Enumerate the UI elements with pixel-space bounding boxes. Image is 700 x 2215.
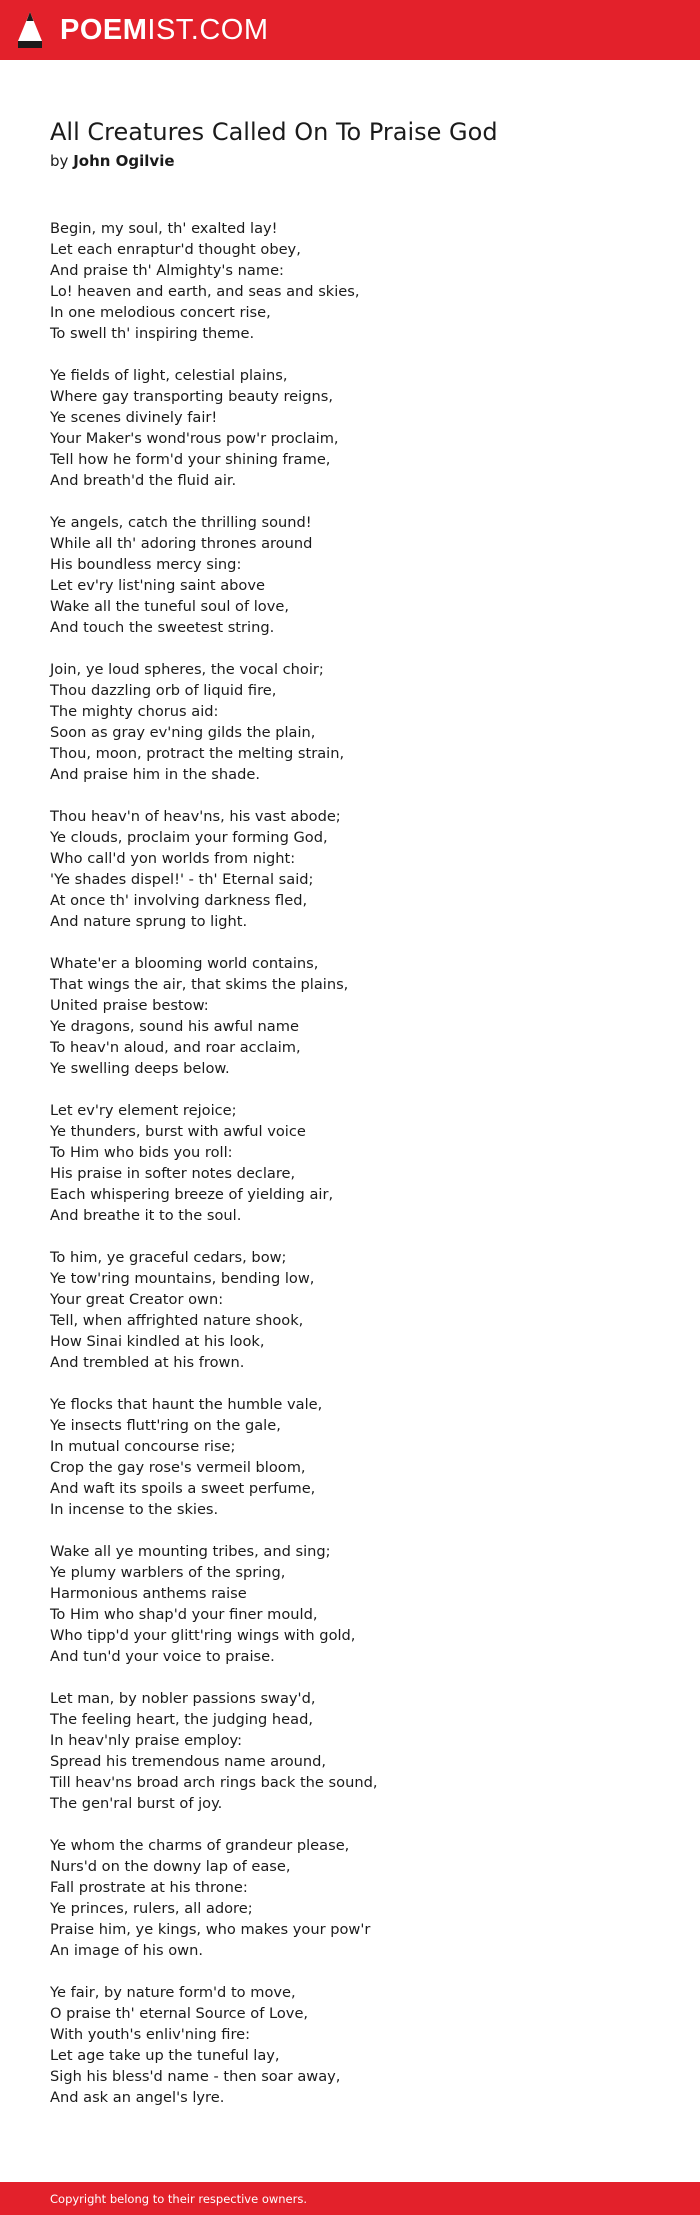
poem-line: While all th' adoring thrones around [50, 535, 313, 552]
stanza [50, 365, 650, 491]
poem-line: Ye dragons, sound his awful name [50, 1018, 299, 1035]
pencil-tip-icon[interactable] [16, 11, 44, 49]
poem-line: And breathe it to the soul. [50, 1207, 242, 1224]
poem-line: And trembled at his frown. [50, 1354, 245, 1371]
poem-line: An image of his own. [50, 1942, 203, 1959]
poem-line: And tun'd your voice to praise. [50, 1648, 275, 1665]
site-header [0, 0, 700, 60]
poem-content [50, 117, 650, 2129]
poem-line: Let ev'ry list'ning saint above [50, 577, 265, 594]
poem-line: His praise in softer notes declare, [50, 1165, 296, 1182]
poem-line: To him, ye graceful cedars, bow; [50, 1249, 287, 1266]
poem-line: Crop the gay rose's vermeil bloom, [50, 1459, 306, 1476]
poem-line: To Him who shap'd your finer mould, [50, 1606, 318, 1623]
poem-line: Let each enraptur'd thought obey, [50, 241, 301, 258]
poem-line: The feeling heart, the judging head, [50, 1711, 314, 1728]
by-label: by [50, 152, 69, 170]
poem-line: Ye fair, by nature form'd to move, [50, 1984, 296, 2001]
poem-line: To Him who bids you roll: [50, 1144, 233, 1161]
poem-line: Lo! heaven and earth, and seas and skies, [50, 283, 360, 300]
poem-line: And breath'd the fluid air. [50, 472, 237, 489]
poem-line: Let age take up the tuneful lay, [50, 2047, 280, 2064]
logo-bold-text: POEM [60, 13, 148, 46]
poem-line: Whate'er a blooming world contains, [50, 955, 319, 972]
poem-line: Soon as gray ev'ning gilds the plain, [50, 724, 316, 741]
poem-line: Ye swelling deeps below. [50, 1060, 230, 1077]
poem-line: Thou heav'n of heav'ns, his vast abode; [50, 808, 341, 825]
stanza [50, 512, 650, 638]
poem-line: Sigh his bless'd name - then soar away, [50, 2068, 341, 2085]
poem-line: And touch the sweetest string. [50, 619, 275, 636]
site-logo[interactable] [60, 13, 269, 46]
byline [50, 151, 650, 171]
stanza [50, 659, 650, 785]
poem-line: Ye thunders, burst with awful voice [50, 1123, 306, 1140]
poem-line: And waft its spoils a sweet perfume, [50, 1480, 316, 1497]
poem-line: Ye angels, catch the thrilling sound! [50, 514, 312, 531]
poem-line: To swell th' inspiring theme. [50, 325, 255, 342]
poem-body [50, 218, 650, 2108]
poem-line: In heav'nly praise employ: [50, 1732, 243, 1749]
poem-line: And ask an angel's lyre. [50, 2089, 225, 2106]
poem-line: Fall prostrate at his throne: [50, 1879, 248, 1896]
poem-line: And praise th' Almighty's name: [50, 262, 284, 279]
stanza [50, 1247, 650, 1373]
poem-line: Ye flocks that haunt the humble vale, [50, 1396, 323, 1413]
poem-line: Tell, when affrighted nature shook, [50, 1312, 304, 1329]
stanza [50, 1541, 650, 1667]
poem-line: Your great Creator own: [50, 1291, 224, 1308]
site-footer [0, 2182, 700, 2215]
poem-line: Thou, moon, protract the melting strain, [50, 745, 345, 762]
poem-line: That wings the air, that skims the plains, [50, 976, 349, 993]
poem-line: At once th' involving darkness fled, [50, 892, 308, 909]
poem-line: In one melodious concert rise, [50, 304, 271, 321]
poem-line: Ye insects flutt'ring on the gale, [50, 1417, 281, 1434]
poem-line: Ye plumy warblers of the spring, [50, 1564, 286, 1581]
poem-line: Let ev'ry element rejoice; [50, 1102, 237, 1119]
stanza [50, 1394, 650, 1520]
author-name: John Ogilvie [73, 152, 175, 170]
poem-line: Thou dazzling orb of liquid fire, [50, 682, 277, 699]
poem-line: The mighty chorus aid: [50, 703, 219, 720]
poem-line: To heav'n aloud, and roar acclaim, [50, 1039, 301, 1056]
stanza [50, 953, 650, 1079]
poem-line: With youth's enliv'ning fire: [50, 2026, 251, 2043]
poem-line: Ye whom the charms of grandeur please, [50, 1837, 350, 1854]
poem-line: Harmonious anthems raise [50, 1585, 247, 1602]
poem-title: All Creatures Called On To Praise God [50, 118, 498, 146]
poem-line: How Sinai kindled at his look, [50, 1333, 265, 1350]
stanza [50, 1100, 650, 1226]
poem-line: Wake all the tuneful soul of love, [50, 598, 289, 615]
stanza [50, 1688, 650, 1814]
stanza [50, 218, 650, 344]
poem-line: Ye princes, rulers, all adore; [50, 1900, 253, 1917]
poem-line: Ye fields of light, celestial plains, [50, 367, 288, 384]
poem-line: Join, ye loud spheres, the vocal choir; [50, 661, 324, 678]
poem-line: Ye scenes divinely fair! [50, 409, 218, 426]
poem-line: Your Maker's wond'rous pow'r proclaim, [50, 430, 339, 447]
logo-light-text: IST.COM [147, 13, 269, 46]
poem-line: Tell how he form'd your shining frame, [50, 451, 331, 468]
poem-line: Who call'd yon worlds from night: [50, 850, 296, 867]
poem-line: Nurs'd on the downy lap of ease, [50, 1858, 291, 1875]
poem-line: Ye clouds, proclaim your forming God, [50, 829, 328, 846]
stanza [50, 806, 650, 932]
poem-line: Begin, my soul, th' exalted lay! [50, 220, 278, 237]
copyright-text: Copyright belong to their respective owners. [50, 2191, 308, 2206]
poem-line: Ye tow'ring mountains, bending low, [50, 1270, 315, 1287]
poem-line: Till heav'ns broad arch rings back the sound, [50, 1774, 378, 1791]
poem-line: In incense to the skies. [50, 1501, 219, 1518]
stanza [50, 1982, 650, 2108]
poem-line: In mutual concourse rise; [50, 1438, 236, 1455]
poem-line: Where gay transporting beauty reigns, [50, 388, 333, 405]
poem-line: Let man, by nobler passions sway'd, [50, 1690, 316, 1707]
poem-line: O praise th' eternal Source of Love, [50, 2005, 309, 2022]
poem-line: And nature sprung to light. [50, 913, 248, 930]
poem-line: Praise him, ye kings, who makes your pow'r [50, 1921, 371, 1938]
poem-line: United praise bestow: [50, 997, 209, 1014]
stanza [50, 1835, 650, 1961]
poem-line: Wake all ye mounting tribes, and sing; [50, 1543, 331, 1560]
poem-line: The gen'ral burst of joy. [50, 1795, 223, 1812]
poem-line: His boundless mercy sing: [50, 556, 242, 573]
poem-line: Spread his tremendous name around, [50, 1753, 327, 1770]
poem-line: And praise him in the shade. [50, 766, 260, 783]
poem-line: 'Ye shades dispel!' - th' Eternal said; [50, 871, 314, 888]
poem-line: Who tipp'd your glitt'ring wings with gold, [50, 1627, 356, 1644]
poem-line: Each whispering breeze of yielding air, [50, 1186, 334, 1203]
